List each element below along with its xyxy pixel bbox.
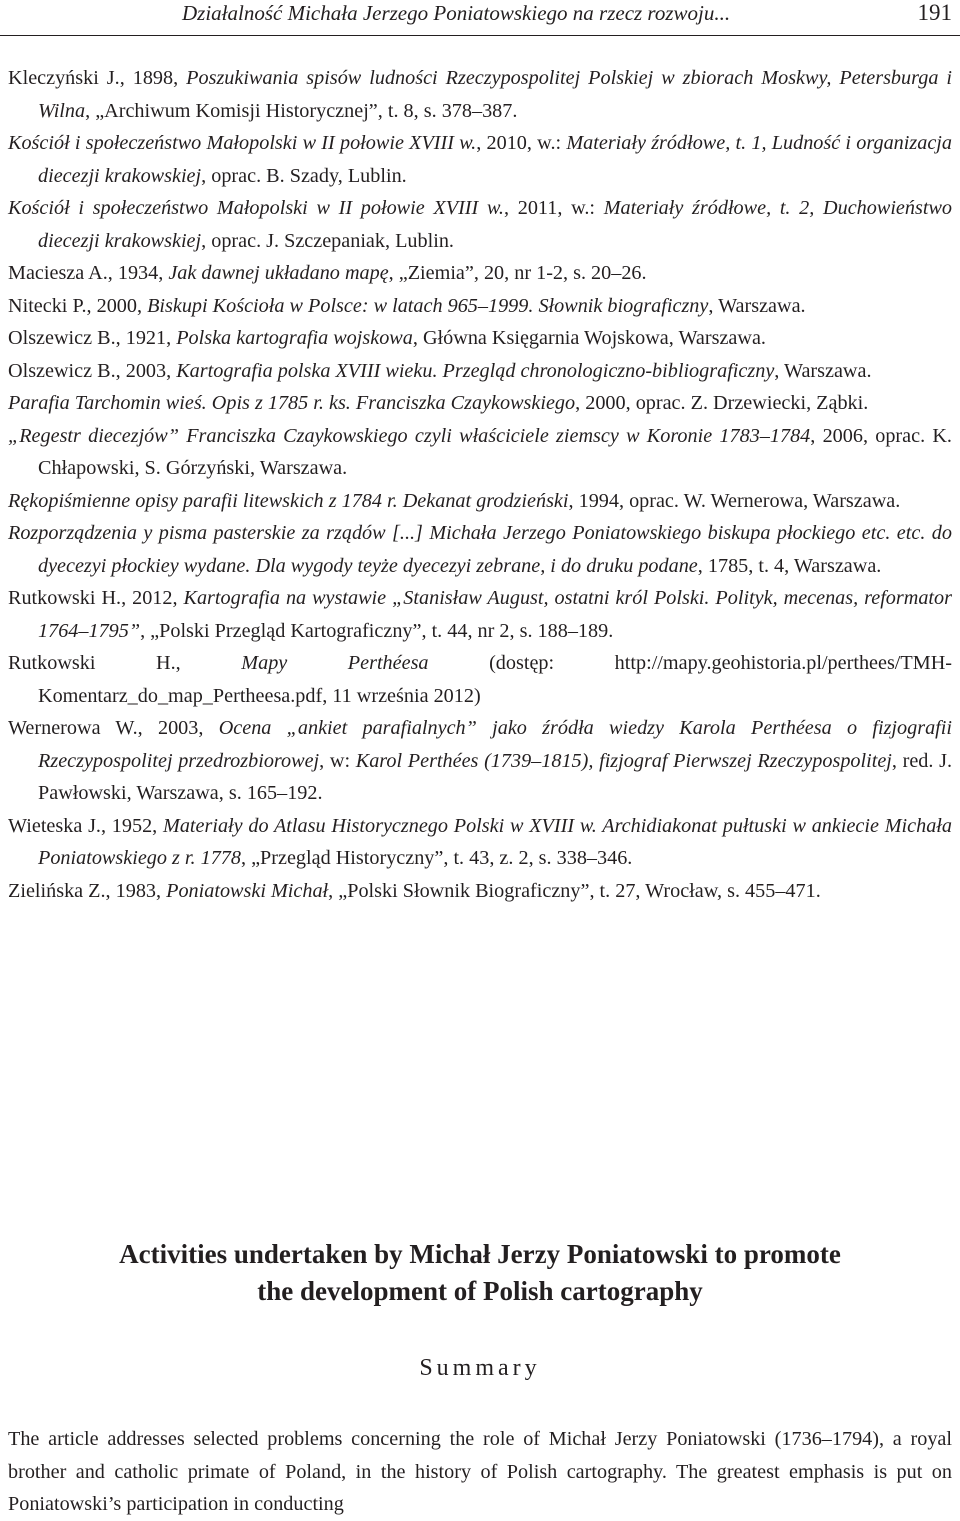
reference-text: , „Polski Przegląd Kartograficzny”, t. 44, nr 2, s. 188–189. — [140, 619, 614, 642]
reference-title-italic: Materiały źródłowe, t. 2, Duchowieństwo diecezji krakowskiej — [38, 197, 953, 252]
reference-text: Olszewicz B., 1921, — [8, 327, 177, 349]
reference-title-italic: Poniatowski Michał — [166, 879, 329, 902]
reference-entry — [8, 290, 952, 323]
reference-text: , 2011, w.: — [503, 197, 604, 219]
reference-text: Maciesza A., 1934, — [8, 262, 169, 284]
running-title: Działalność Michała Jerzego Poniatowskiego na rzecz rozwoju... — [182, 1, 731, 25]
reference-text: , „Polski Słownik Biograficzny”, t. 27, Wrocław, s. 455–471. — [328, 879, 821, 902]
english-title-line-1: Activities undertaken by Michał Jerzy Poniatowski to promote — [119, 1239, 841, 1269]
reference-entry — [8, 582, 952, 647]
reference-title-italic: Parafia Tarchomin wieś. Opis z 1785 r. ks. Franciszka Czaykowskiego — [8, 392, 576, 414]
reference-entry — [8, 322, 952, 355]
reference-entry — [8, 712, 952, 810]
reference-entry — [8, 875, 952, 908]
reference-text: Rutkowski H., 2012, — [8, 587, 184, 609]
page-number: 191 — [917, 0, 952, 25]
reference-text: , „Archiwum Komisji Historycznej”, t. 8, s. 378–387. — [85, 99, 518, 122]
reference-entry — [8, 485, 952, 518]
reference-text: , oprac. J. Szczepaniak, Lublin. — [201, 229, 454, 252]
bibliography-list — [8, 62, 952, 907]
reference-text: Wernerowa W., 2003, — [8, 717, 219, 739]
reference-title-italic: Kościół i społeczeństwo Małopolski w II połowie XVIII w. — [8, 197, 504, 219]
reference-title-italic: Ocena „ankiet parafialnych” jako źródła wiedzy Karola Perthéesa o fizjografii Rzeczypospolitej przedrozbiorowej — [38, 717, 952, 772]
reference-title-italic: Rozporządzenia y pisma pasterskie za rządów [...] Michała Jerzego Poniatowskiego biskupa płockiego etc. etc. do dyecezyi płockiey wydane. Dla wygody teyże dyecezyi zebrane, i do druku podane — [8, 522, 952, 577]
reference-text: , 2006, oprac. K. Chłapowski, S. Górzyński, Warszawa. — [38, 424, 952, 479]
english-title — [0, 1236, 960, 1310]
reference-text: Nitecki P., 2000, — [8, 294, 148, 317]
reference-title-italic: Biskupi Kościoła w Polsce: w latach 965–1999. Słownik biograficzny — [147, 294, 709, 317]
reference-entry — [8, 517, 952, 582]
reference-title-italic: Karol Perthées (1739–1815), fizjograf Pierwszej Rzeczypospolitej — [355, 749, 892, 772]
reference-text: Olszewicz B., 2003, — [8, 359, 177, 382]
reference-text: Rutkowski H., — [8, 652, 242, 674]
reference-title-italic: Kartografia polska XVIII wieku. Przegląd chronologiczno-bibliograficzny — [176, 359, 775, 382]
reference-entry — [8, 420, 952, 485]
reference-entry — [8, 257, 952, 290]
reference-title-italic: Poszukiwania spisów ludności Rzeczypospolitej Polskiej w zbiorach Moskwy, Petersburga i Wilna — [38, 67, 953, 122]
reference-title-italic: Materiały źródłowe, t. 1, Ludność i organizacja diecezji krakowskiej — [38, 132, 952, 187]
abstract-paragraph: The article addresses selected problems concerning the role of Michał Jerzy Poniatowski (1736–1794), a royal brother and catholic primate of Poland, in the history of Polish cartography. The greatest emphasis is put on Poniatowski’s participation in conducting — [8, 1428, 952, 1515]
reference-title-italic: Kościół i społeczeństwo Małopolski w II połowie XVIII w. — [8, 132, 477, 154]
reference-text: , 1785, t. 4, Warszawa. — [697, 554, 882, 577]
reference-title-italic: Jak dawnej układano mapę — [168, 262, 389, 284]
reference-entry — [8, 810, 952, 875]
reference-text: , „Przegląd Historyczny”, t. 43, z. 2, s. 338–346. — [241, 847, 633, 869]
reference-text: , 1994, oprac. W. Wernerowa, Warszawa. — [568, 489, 901, 512]
reference-entry — [8, 355, 952, 388]
reference-entry — [8, 127, 952, 192]
reference-title-italic: „Regestr diecezjów” Franciszka Czaykowskiego czyli właściciele ziemscy w Koronie 1783–1784 — [8, 424, 811, 447]
reference-text: Wieteska J., 1952, — [8, 814, 163, 837]
reference-entry — [8, 62, 952, 127]
running-header — [0, 0, 960, 36]
reference-text: , Warszawa. — [774, 359, 872, 382]
reference-title-italic: Mapy Perthéesa — [241, 652, 429, 674]
reference-text: , oprac. B. Szady, Lublin. — [201, 164, 407, 187]
reference-entry — [8, 387, 952, 420]
reference-text: , Warszawa. — [708, 294, 806, 317]
reference-title-italic: Polska kartografia wojskowa — [176, 327, 413, 349]
reference-text: Zielińska Z., 1983, — [8, 879, 167, 902]
reference-text: , red. J. Pawłowski, Warszawa, s. 165–192. — [38, 749, 953, 804]
english-title-line-2: the development of Polish cartography — [257, 1276, 703, 1306]
reference-title-italic: Rękopiśmienne opisy parafii litewskich z 1784 r. Dekanat grodzieński — [8, 489, 569, 512]
reference-title-italic: Kartografia na wystawie „Stanisław August, ostatni król Polski. Polityk, mecenas, reformator 1764–1795” — [38, 587, 952, 642]
reference-text: , 2000, oprac. Z. Drzewiecki, Ząbki. — [575, 392, 869, 414]
summary-heading: Summary — [419, 1355, 541, 1381]
reference-text: (dostęp: http://mapy.geohistoria.pl/perthees/TMH-Komentarz_do_map_Pertheesa.pdf, 11 września 2012) — [38, 652, 953, 707]
reference-text: , Główna Księgarnia Wojskowa, Warszawa. — [412, 327, 766, 349]
reference-text: , „Ziemia”, 20, nr 1-2, s. 20–26. — [388, 262, 647, 284]
reference-text: , w: — [319, 749, 356, 772]
reference-title-italic: Materiały do Atlasu Historycznego Polski w XVIII w. Archidiakonat pułtuski w ankiecie Michała Poniatowskiego z r. 1778 — [38, 814, 953, 869]
reference-text: , 2010, w.: — [476, 132, 567, 154]
reference-entry — [8, 647, 952, 712]
reference-entry — [8, 192, 952, 257]
reference-text: Kleczyński J., 1898, — [8, 67, 187, 89]
